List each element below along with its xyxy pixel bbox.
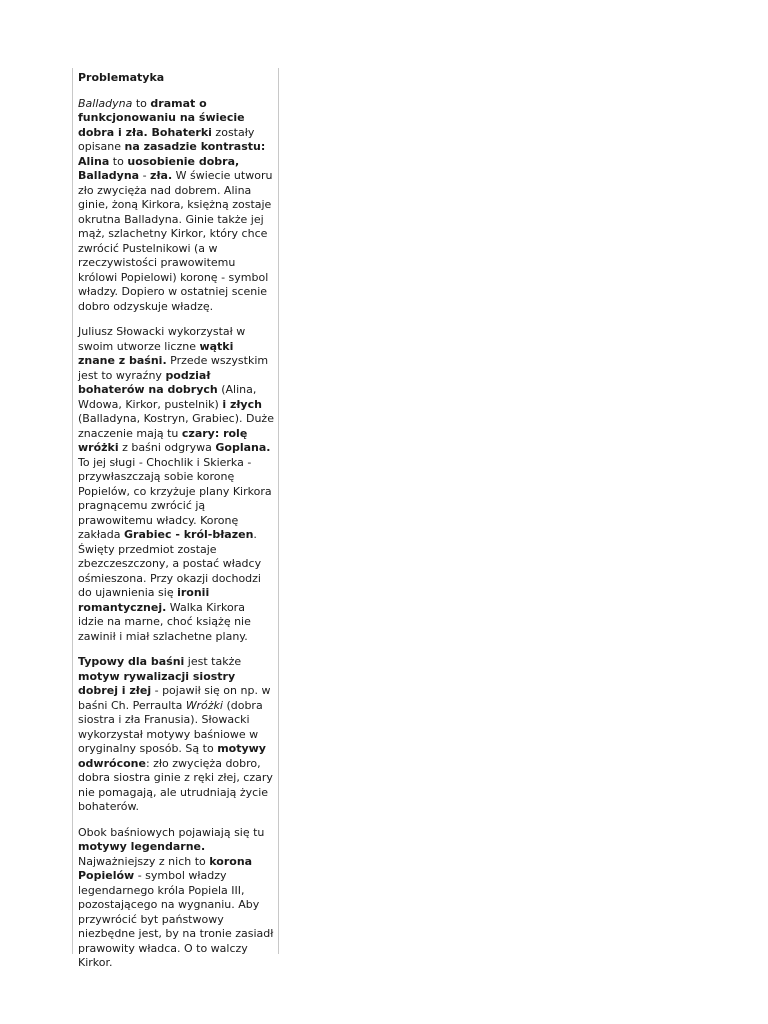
body-text: Juliusz Słowacki wykorzystał w swoim utworze liczne [78,325,246,353]
body-text: Przede wszystkim jest to wyraźny [78,354,269,382]
bold-text: motywy legendarne. [78,840,206,853]
italic-text: Wróżki [185,698,223,712]
body-text: (dobra siostra i zła Franusia). Słowacki wykorzystał motywy baśniowe w oryginalny sposób. Są to [78,698,263,755]
body-text: z baśni odgrywa [118,441,216,454]
body-text: Obok baśniowych pojawiają się tu [78,825,265,839]
body-text: (Alina, Wdowa, Kirkor, pustelnik) [78,383,257,411]
body-text: Najważniejszy z nich to [78,854,210,868]
paragraph [78,826,274,971]
bold-text: zła. [150,169,173,182]
body-text: (Balladyna, Kostryn, Grabiec). Duże znaczenie mają tu [78,412,274,440]
body-text: to [132,96,151,110]
bold-text: i złych [222,397,262,411]
body-text: Walka Kirkora idzie na marne, choć książę nie zawinił i miał szlachetne plany. [78,600,251,643]
bold-text: Typowy dla baśni [78,655,185,668]
paragraph [78,325,274,644]
body-text: - [139,169,151,182]
bold-text: czary: rolę wróżki [78,426,248,454]
paragraph [78,655,274,815]
bold-text: ironii romantycznej. [78,586,210,614]
bold-text: korona Popielów [78,854,253,882]
body-text: to [109,154,128,168]
italic-text: Balladyna [78,96,133,110]
body-text: : zło zwycięża dobro, dobra siostra ginie z ręki złej, czary nie pomagają, ale utrudniają życie bohaterów. [78,756,273,813]
body-text: - pojawił się on np. w baśni Ch. Perraulta [78,684,271,712]
bold-text: motywy odwrócone [78,742,266,770]
bold-text: podział bohaterów na dobrych [78,368,218,396]
bold-text: na zasadzie kontrastu: Alina [78,140,266,168]
bold-text: dramat o funkcjonowaniu na świecie dobra i zła. Bohaterki [78,96,245,139]
section-body [78,97,274,971]
bold-text: uosobienie dobra, Balladyna [78,154,240,182]
section-heading: Problematyka [78,71,165,84]
bold-text: Goplana. [215,441,271,454]
bold-text: wątki znane z baśni. [78,339,234,367]
body-text: jest także [184,655,242,668]
body-text: - symbol władzy legendarnego króla Popiela III, pozostającego na wygnaniu. Aby przywrócić byt państwowy niezbędne jest, by na tronie zasiadł prawowity władca. O to walczy Kirkor. [78,869,274,969]
document-column [72,68,279,969]
bold-text: motyw rywalizacji siostry dobrej i złej [78,669,236,697]
body-text: To jej sługi - Chochlik i Skierka - przywłaszczają sobie koronę Popielów, co krzyżuje plany Kirkora pragnącemu zwrócić ją prawowitemu władcy. Koronę zakłada [78,455,272,541]
paragraph [78,97,274,315]
body-text: zostały opisane [78,125,255,153]
body-text: W świecie utworu zło zwycięża nad dobrem. Alina ginie, żoną Kirkora, księżną zostaje okrutna Balladyna. Ginie także jej mąż, szlachetny Kirkor, który chce zwrócić Pustelnikowi (a w rzeczywistości prawowitemu królowi Popielowi) koronę - symbol władzy. Dopiero w ostatniej scenie dobro odzyskuje władzę. [78,169,273,313]
body-text: . Święty przedmiot zostaje zbezczeszczony, a postać władcy ośmieszona. Przy okazji dochodzi do ujawnienia się [78,528,262,599]
bold-text: Grabiec - król-błazen [123,528,254,541]
